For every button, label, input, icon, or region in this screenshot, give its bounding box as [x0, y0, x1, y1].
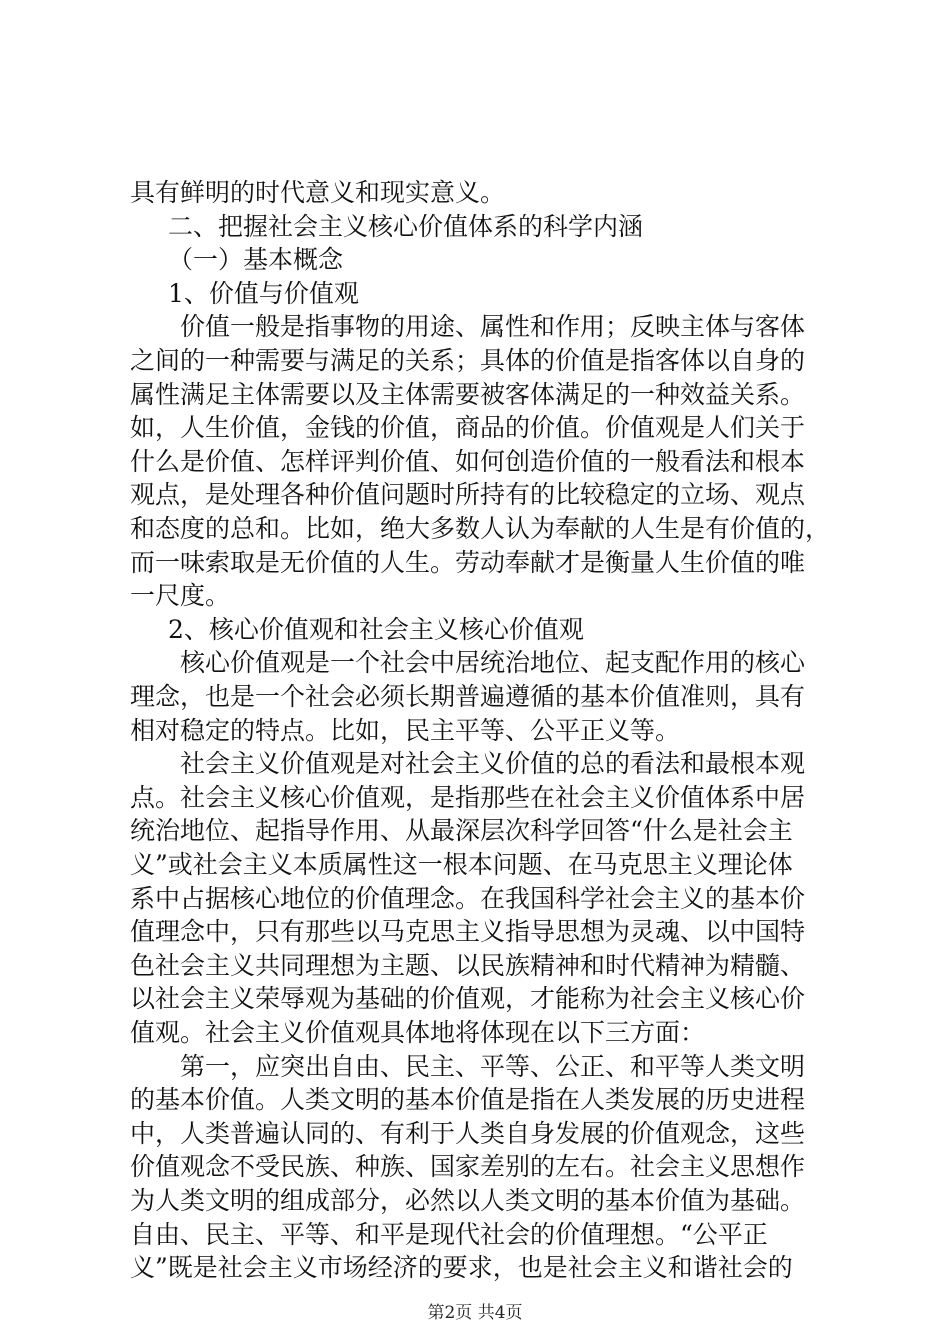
text-line: 理念，也是一个社会必须长期普遍遵循的基本价值准则，具有	[130, 682, 806, 711]
text-line: 值理念中，只有那些以马克思主义指导思想为灵魂、以中国特	[130, 917, 806, 947]
text-line: 价值观念不受民族、种族、国家差别的左右。社会主义思想作	[130, 1152, 806, 1182]
text-line: 点。社会主义核心价值观，是指那些在社会主义价值体系中居	[130, 782, 806, 812]
text-line: 观点，是处理各种价值问题时所持有的比较稳定的立场、观点	[130, 480, 806, 510]
text-line: 二、把握社会主义核心价值体系的科学内涵	[168, 211, 644, 241]
text-line: 而一味索取是无价值的人生。劳动奉献才是衡量人生价值的唯	[130, 547, 806, 577]
text-line: 以社会主义荣辱观为基础的价值观，才能称为社会主义核心价	[130, 984, 806, 1014]
text-line: 核心价值观是一个社会中居统治地位、起支配作用的核心	[180, 648, 806, 678]
text-line: 2、核心价值观和社会主义核心价值观	[168, 614, 584, 644]
text-line: 之间的一种需要与满足的关系；具体的价值是指客体以自身的	[130, 346, 806, 375]
text-line: 具有鲜明的时代意义和现实意义。	[130, 178, 506, 207]
text-line: （一）基本概念	[168, 245, 344, 275]
text-line: 相对稳定的特点。比如，民主平等、公平正义等。	[130, 715, 681, 745]
text-line: 如，人生价值，金钱的价值，商品的价值。价值观是人们关于	[130, 413, 806, 443]
text-line: 属性满足主体需要以及主体需要被客体满足的一种效益关系。	[130, 379, 806, 409]
text-line: 什么是价值、怎样评判价值、如何创造价值的一般看法和根本	[130, 446, 806, 476]
text-line: 和态度的总和。比如，绝大多数人认为奉献的人生是有价值的，	[130, 514, 830, 543]
text-line: 社会主义价值观是对社会主义价值的总的看法和最根本观	[180, 749, 806, 779]
text-line: 1、价值与价值观	[168, 278, 359, 308]
page-footer: 第2页 共4页	[427, 1303, 523, 1323]
text-line: 的基本价值。人类文明的基本价值是指在人类发展的历史进程	[130, 1085, 806, 1115]
text-line: 义”既是社会主义市场经济的要求，也是社会主义和谐社会的	[130, 1253, 793, 1283]
text-line: 自由、民主、平等、和平是现代社会的价值理想。“公平正	[130, 1219, 768, 1249]
text-line: 色社会主义共同理想为主题、以民族精神和时代精神为精髓、	[130, 950, 806, 980]
text-line: 值观。社会主义价值观具体地将体现在以下三方面：	[130, 1018, 706, 1047]
text-line: 系中占据核心地位的价值理念。在我国科学社会主义的基本价	[130, 883, 806, 913]
text-line: 为人类文明的组成部分，必然以人类文明的基本价值为基础。	[130, 1186, 806, 1215]
text-line: 第一，应突出自由、民主、平等、公正、和平等人类文明	[180, 1051, 806, 1081]
text-line: 价值一般是指事物的用途、属性和作用；反映主体与客体	[180, 312, 806, 342]
text-line: 义”或社会主义本质属性这一根本问题、在马克思主义理论体	[130, 850, 793, 879]
text-line: 统治地位、起指导作用、从最深层次科学回答“什么是社会主	[130, 816, 793, 846]
text-line: 一尺度。	[130, 581, 231, 611]
text-line: 中，人类普遍认同的、有利于人类自身发展的价值观念，这些	[130, 1118, 806, 1148]
